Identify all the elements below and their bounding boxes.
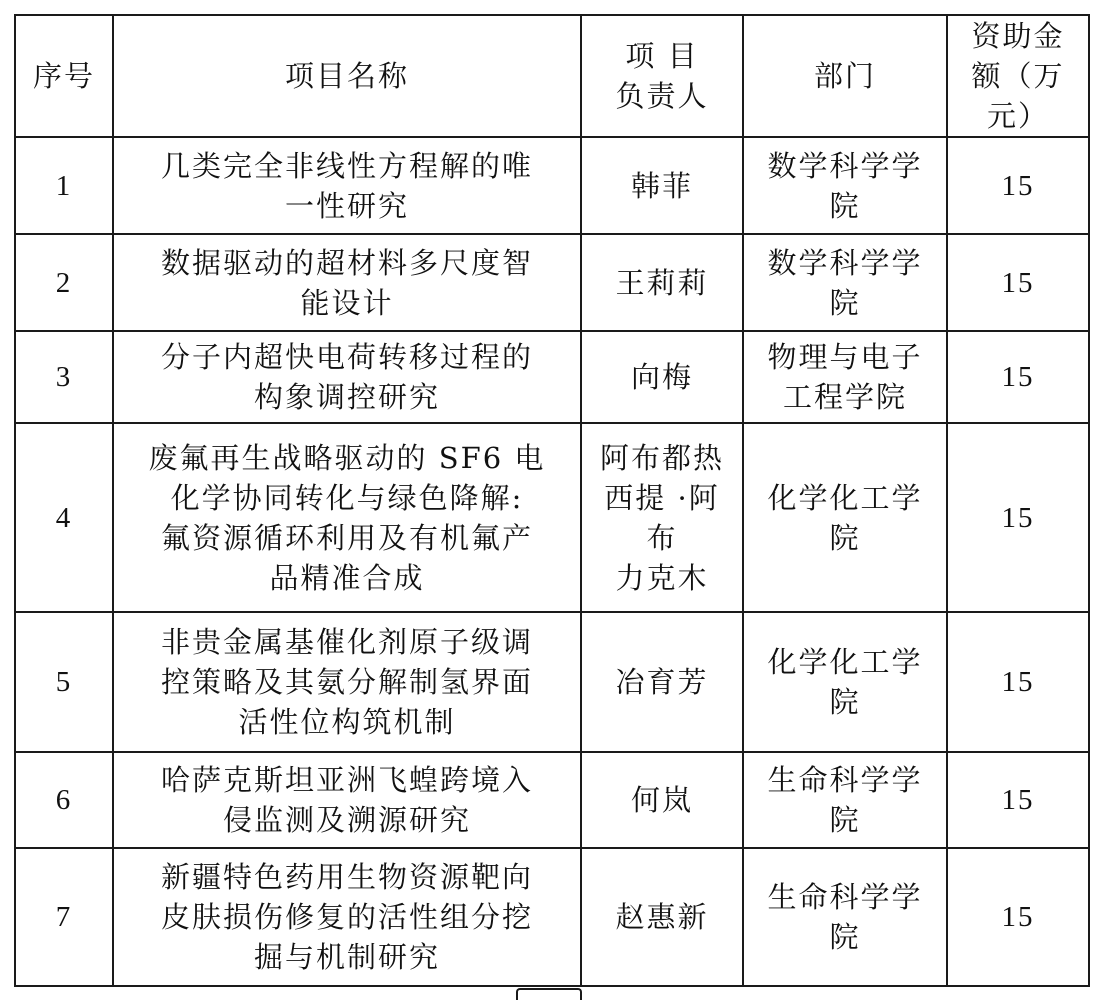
row-project-name: 非贵金属基催化剂原子级调 控策略及其氨分解制氢界面 活性位构筑机制	[113, 612, 581, 752]
page-number-box	[516, 988, 582, 1000]
row-amount: 15	[947, 612, 1089, 752]
row-leader: 阿布都热 西提 ·阿布 力克木	[581, 423, 743, 612]
row-amount: 15	[947, 234, 1089, 331]
table-row	[15, 423, 1089, 612]
row-department: 数学科学学 院	[743, 137, 947, 234]
row-seq: 6	[15, 752, 113, 848]
table-row	[15, 234, 1089, 331]
row-department: 生命科学学 院	[743, 752, 947, 848]
row-project-name: 废氟再生战略驱动的 SF6 电 化学协同转化与绿色降解: 氟资源循环利用及有机氟产 品精准合成	[113, 423, 581, 612]
row-leader: 赵惠新	[581, 848, 743, 986]
row-leader: 何岚	[581, 752, 743, 848]
table-row	[15, 752, 1089, 848]
header-project-name: 项目名称	[113, 15, 581, 137]
row-project-name: 新疆特色药用生物资源靶向 皮肤损伤修复的活性组分挖 掘与机制研究	[113, 848, 581, 986]
row-department: 化学化工学 院	[743, 423, 947, 612]
row-amount: 15	[947, 752, 1089, 848]
row-amount: 15	[947, 423, 1089, 612]
grant-project-table	[14, 14, 1090, 987]
row-seq: 5	[15, 612, 113, 752]
table-body	[15, 137, 1089, 986]
row-project-name: 哈萨克斯坦亚洲飞蝗跨境入 侵监测及溯源研究	[113, 752, 581, 848]
row-department: 生命科学学 院	[743, 848, 947, 986]
row-department: 数学科学学 院	[743, 234, 947, 331]
row-seq: 1	[15, 137, 113, 234]
row-department: 物理与电子 工程学院	[743, 331, 947, 423]
row-amount: 15	[947, 848, 1089, 986]
header-amount: 资助金 额（万 元）	[947, 15, 1089, 137]
row-seq: 2	[15, 234, 113, 331]
header-seq: 序号	[15, 15, 113, 137]
row-project-name: 几类完全非线性方程解的唯 一性研究	[113, 137, 581, 234]
row-amount: 15	[947, 137, 1089, 234]
table-row	[15, 331, 1089, 423]
row-leader: 向梅	[581, 331, 743, 423]
table-row	[15, 137, 1089, 234]
row-leader: 王莉莉	[581, 234, 743, 331]
header-row	[15, 15, 1089, 137]
row-project-name: 分子内超快电荷转移过程的 构象调控研究	[113, 331, 581, 423]
row-leader: 冶育芳	[581, 612, 743, 752]
table-row	[15, 848, 1089, 986]
table-row	[15, 612, 1089, 752]
row-amount: 15	[947, 331, 1089, 423]
row-seq: 4	[15, 423, 113, 612]
row-department: 化学化工学 院	[743, 612, 947, 752]
header-department: 部门	[743, 15, 947, 137]
row-seq: 7	[15, 848, 113, 986]
row-project-name: 数据驱动的超材料多尺度智 能设计	[113, 234, 581, 331]
row-seq: 3	[15, 331, 113, 423]
table-header	[15, 15, 1089, 137]
header-leader: 项 目 负责人	[581, 15, 743, 137]
row-leader: 韩菲	[581, 137, 743, 234]
